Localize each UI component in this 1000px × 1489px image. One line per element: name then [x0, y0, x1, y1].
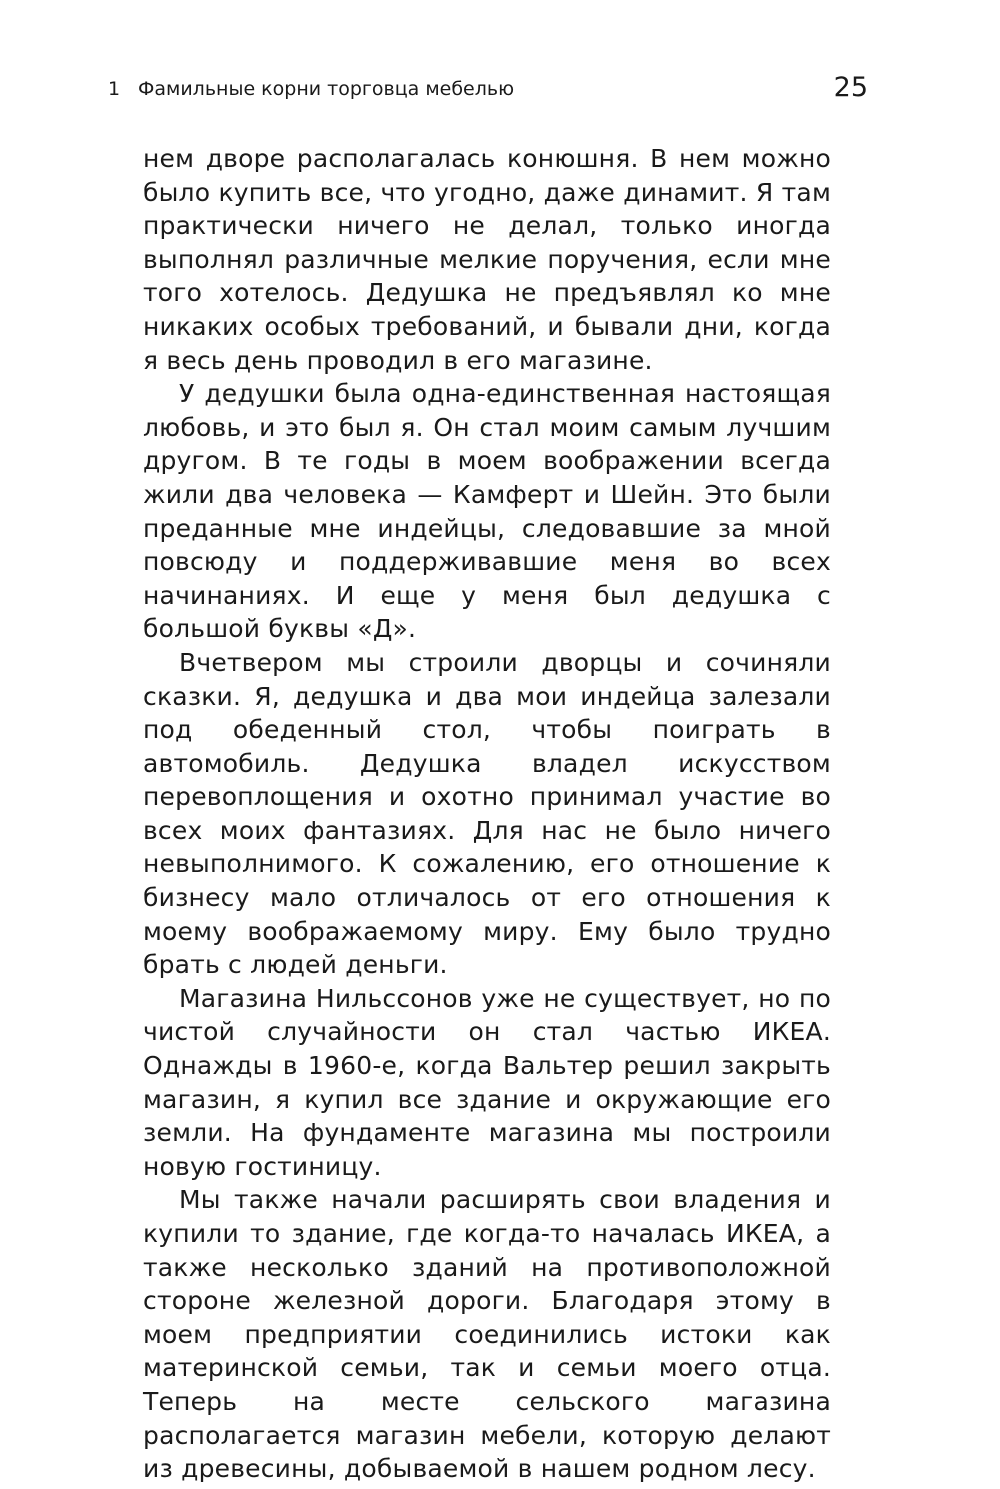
running-header	[108, 72, 868, 106]
chapter-title: Фамильные корни торговца мебелью	[138, 78, 515, 100]
page-number: 25	[833, 72, 868, 103]
paragraph: Магазина Нильссонов уже не существует, но по чистой случайности он стал частью ИКЕА. Однажды в 1960-е, когда Вальтер решил закрыть магазин, я купил все здание и окружающие его земли. На фундаменте магазина мы построили новую гостиницу.	[143, 983, 831, 1181]
paragraph: У дедушки была одна-единственная настоящая любовь, и это был я. Он стал моим самым лучшим другом. В те годы в моем воображении всегда жили два человека — Камферт и Шейн. Это были преданные мне индейцы, следовавшие за мной повсюду и поддерживавшие меня во всех начинаниях. И еще у меня был дедушка с большой буквы «Д».	[143, 379, 831, 644]
paragraph: Вчетвером мы строили дворцы и сочиняли сказки. Я, дедушка и два мои индейца залезали под обеденный стол, чтобы поиграть в автомобиль. Дедушка владел искусством перевоплощения и охотно принимал участие во всех моих фантазиях. Для нас не было ничего невыполнимого. К сожалению, его отношение к бизнесу мало отличалось от его отношения к моему воображаемому миру. Ему было трудно брать с людей деньги.	[143, 647, 831, 980]
paragraph: Мы также начали расширять свои владения и купили то здание, где когда-то началась ИКЕА, а также несколько зданий на противоположной стороне железной дороги. Благодаря этому в моем предприятии соединились истоки как материнской семьи, так и семьи моего отца. Теперь на месте сельского магазина располагается магазин мебели, которую делают из древесины, добываемой в нашем родном лесу.	[143, 1185, 831, 1484]
body-text	[143, 142, 831, 1486]
paragraph-continued: нем дворе располагалась конюшня. В нем можно было купить все, что угодно, даже динамит. Я там практически ничего не делал, только иногда выполнял различные мелкие поручения, если мне того хотелось. Дедушка не предъявлял ко мне никаких особых требований, и бывали дни, когда я весь день проводил в его магазине.	[143, 144, 831, 375]
chapter-number: 1	[108, 78, 121, 100]
